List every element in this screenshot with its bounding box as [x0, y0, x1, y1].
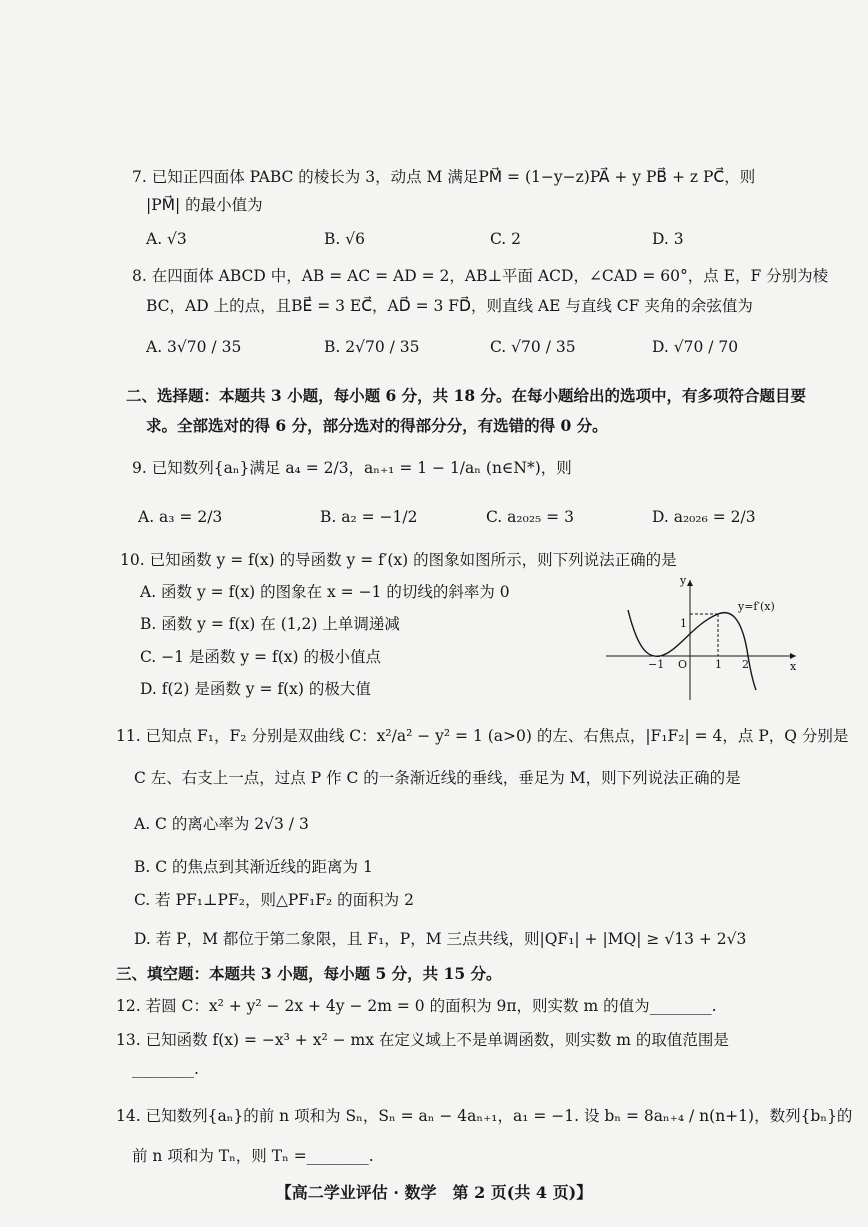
q14-line1: 14. 已知数列{aₙ}的前 n 项和为 Sₙ，Sₙ = aₙ − 4aₙ₊₁，a₁ = −1. 设 bₙ = 8aₙ₊₄ / n(n+1)，数列{bₙ}的	[116, 1107, 853, 1125]
graph-tick-1: 1	[715, 658, 722, 671]
q7-option-b: B. √6	[324, 230, 365, 248]
q9-line1: 9. 已知数列{aₙ}满足 a₄ = 2/3，aₙ₊₁ = 1 − 1/aₙ (n∈N*)，则	[132, 459, 572, 477]
page-footer: 【高二学业评估 · 数学 第 2 页(共 4 页)】	[275, 1183, 593, 1202]
graph-tick-y1: 1	[680, 617, 687, 630]
q10-line1: 10. 已知函数 y = f(x) 的导函数 y = f′(x) 的图象如图所示，则下列说法正确的是	[120, 551, 677, 569]
q11-option-d: D. 若 P，M 都位于第二象限，且 F₁，P，M 三点共线，则|QF₁| + |MQ| ≥ √13 + 2√3	[134, 930, 747, 948]
graph-tick-2: 2	[742, 658, 749, 671]
q7-line1: 7. 已知正四面体 PABC 的棱长为 3，动点 M 满足PM⃗ = (1−y−z)PA⃗ + y PB⃗ + z PC⃗，则	[132, 168, 756, 186]
q11-option-a: A. C 的离心率为 2√3 / 3	[134, 815, 309, 833]
graph-tick-neg1: −1	[648, 658, 665, 671]
q11-option-b: B. C 的焦点到其渐近线的距离为 1	[134, 858, 373, 876]
derivative-graph	[598, 572, 803, 704]
q9-option-a: A. a₃ = 2/3	[138, 508, 223, 526]
q8-line2: BC，AD 上的点，且BE⃗ = 3 EC⃗，AD⃗ = 3 FD⃗，则直线 AE 与直线 CF 夹角的余弦值为	[146, 297, 753, 315]
q13-line1: 13. 已知函数 f(x) = −x³ + x² − mx 在定义域上不是单调函数，则实数 m 的取值范围是	[116, 1031, 729, 1049]
q8-option-d: D. √70 / 70	[652, 338, 739, 356]
q10-option-b: B. 函数 y = f(x) 在 (1,2) 上单调递减	[140, 615, 400, 633]
graph-y-label: y	[680, 574, 687, 587]
graph-x-label: x	[790, 660, 797, 673]
q8-option-c: C. √70 / 35	[490, 338, 576, 356]
q10-option-c: C. −1 是函数 y = f(x) 的极小值点	[140, 648, 381, 666]
q14-line2: 前 n 项和为 Tₙ，则 Tₙ =________.	[132, 1147, 374, 1165]
section2-heading-line1: 二、选择题：本题共 3 小题，每小题 6 分，共 18 分。在每小题给出的选项中，有多项符合题目要	[126, 386, 807, 405]
q7-line2: |PM⃗| 的最小值为	[146, 196, 263, 214]
x-axis-arrow	[790, 653, 796, 659]
section3-heading: 三、填空题：本题共 3 小题，每小题 5 分，共 15 分。	[116, 964, 502, 983]
graph-curve-label: y=f′(x)	[738, 600, 775, 613]
q8-option-a: A. 3√70 / 35	[146, 338, 242, 356]
q12-line1: 12. 若圆 C：x² + y² − 2x + 4y − 2m = 0 的面积为 9π，则实数 m 的值为________.	[116, 997, 717, 1015]
q9-option-b: B. a₂ = −1/2	[320, 508, 418, 526]
y-axis-arrow	[687, 580, 693, 586]
q10-option-a: A. 函数 y = f(x) 的图象在 x = −1 的切线的斜率为 0	[140, 583, 510, 601]
q8-option-b: B. 2√70 / 35	[324, 338, 420, 356]
q9-option-c: C. a₂₀₂₅ = 3	[486, 508, 574, 526]
graph-origin-label: O	[678, 658, 688, 671]
q7-option-c: C. 2	[490, 230, 522, 248]
q8-line1: 8. 在四面体 ABCD 中，AB = AC = AD = 2，AB⊥平面 ACD，∠CAD = 60°，点 E，F 分别为棱	[132, 267, 829, 285]
section2-heading-line2: 求。全部选对的得 6 分，部分选对的得部分分，有选错的得 0 分。	[146, 416, 608, 435]
q13-line2: ________.	[132, 1060, 199, 1078]
q7-option-d: D. 3	[652, 230, 684, 248]
q11-line2: C 左、右支上一点，过点 P 作 C 的一条渐近线的垂线，垂足为 M，则下列说法正确的是	[134, 769, 741, 787]
q10-option-d: D. f(2) 是函数 y = f(x) 的极大值	[140, 680, 371, 698]
q7-option-a: A. √3	[146, 230, 187, 248]
q11-option-c: C. 若 PF₁⊥PF₂，则△PF₁F₂ 的面积为 2	[134, 891, 414, 909]
q11-line1: 11. 已知点 F₁，F₂ 分别是双曲线 C：x²/a² − y² = 1 (a>0) 的左、右焦点，|F₁F₂| = 4，点 P，Q 分别是	[116, 727, 849, 745]
q9-option-d: D. a₂₀₂₆ = 2/3	[652, 508, 756, 526]
derivative-curve	[628, 610, 756, 690]
